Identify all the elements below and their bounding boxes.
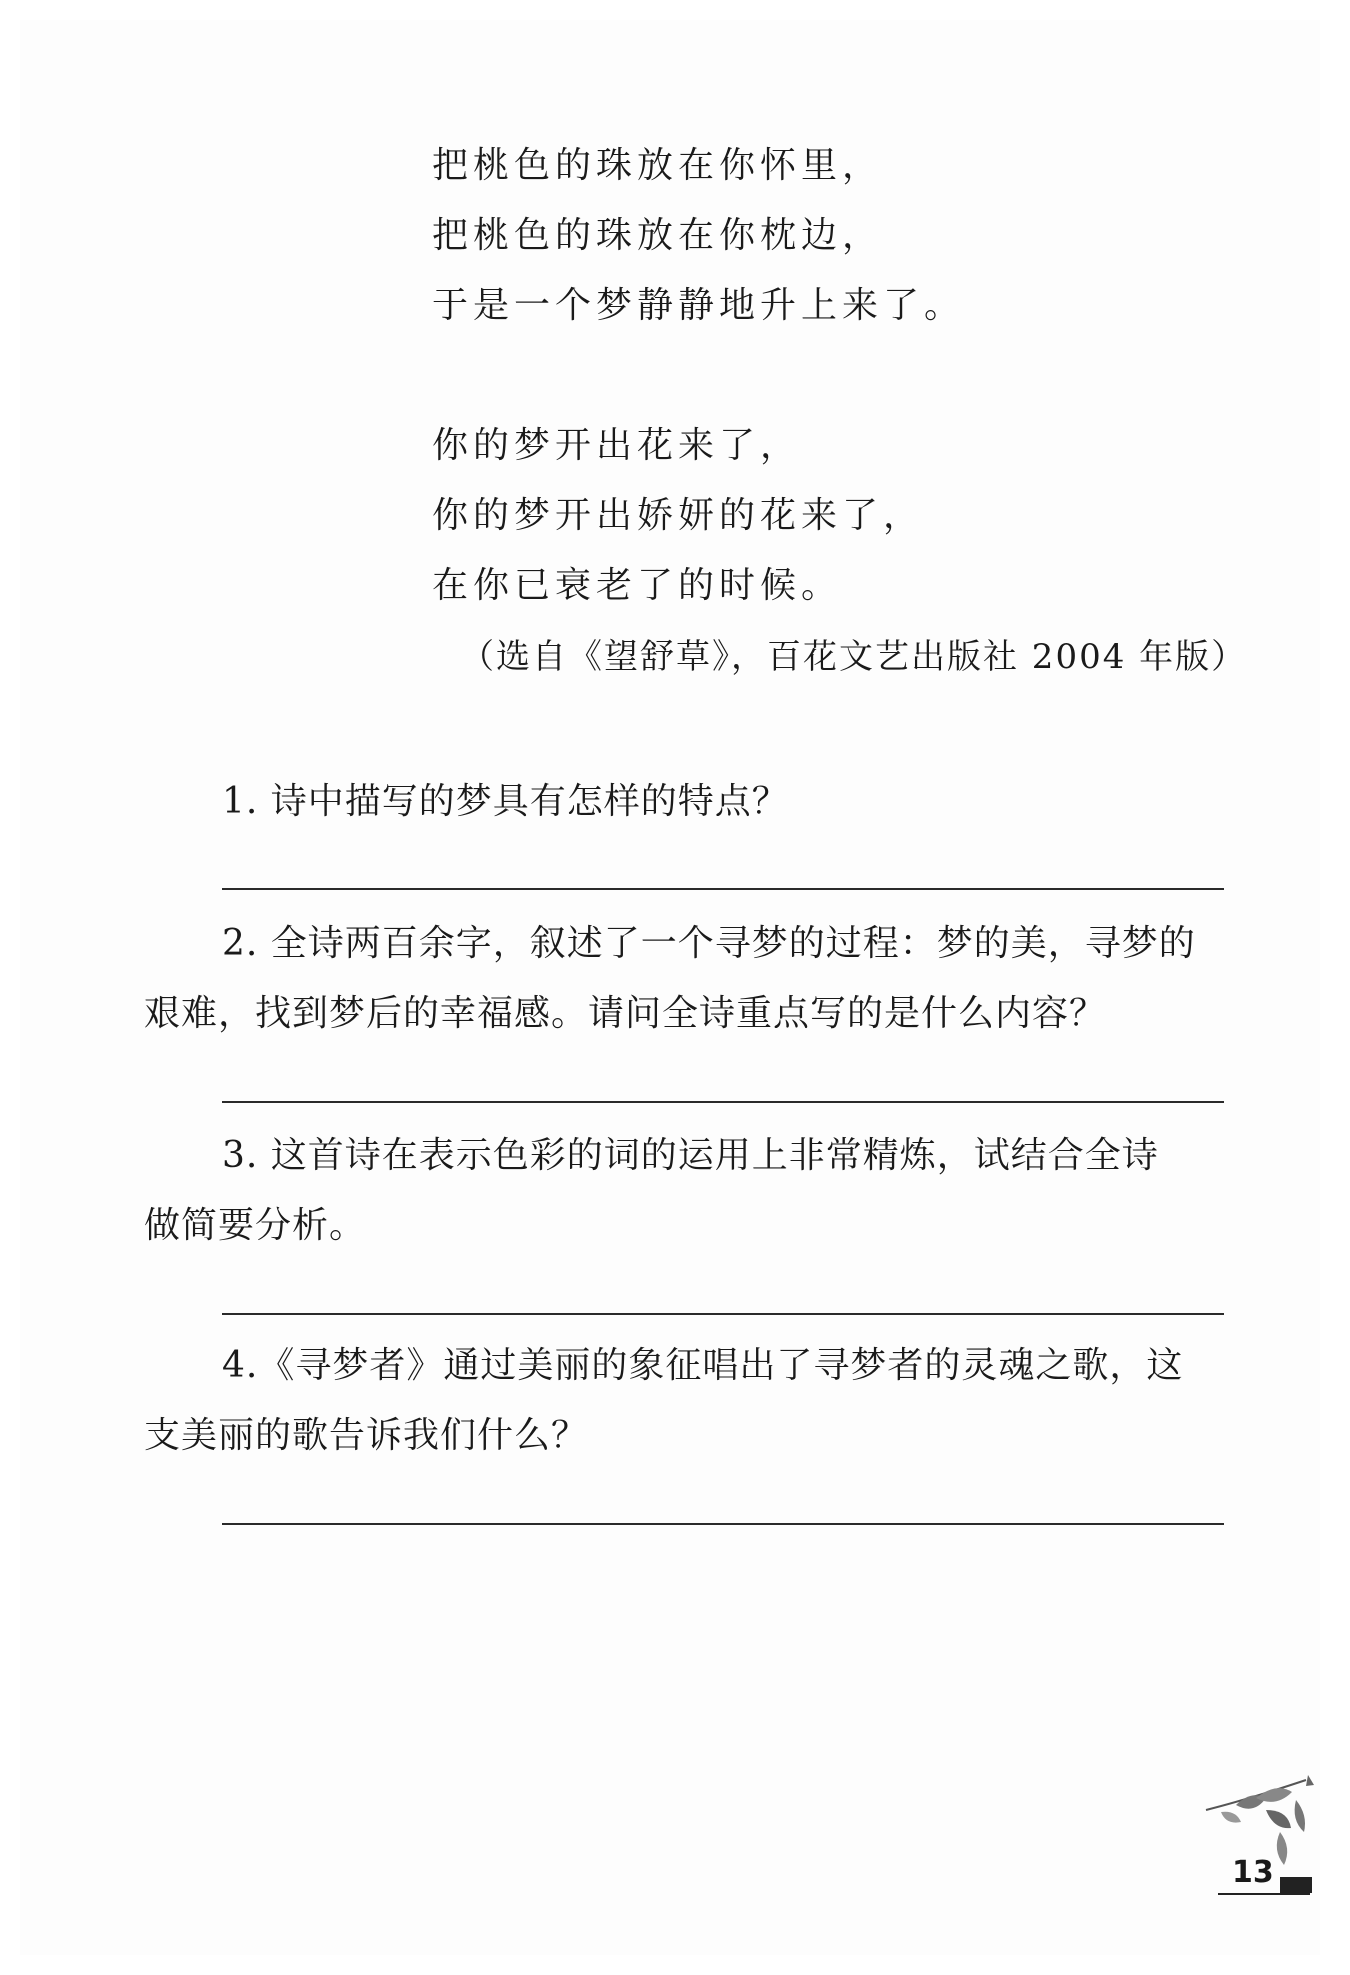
poem-line: 于是一个梦静静地升上来了。 xyxy=(432,285,966,326)
poem-line: 在你已衰老了的时候。 xyxy=(432,565,843,606)
answer-line-4[interactable] xyxy=(222,1523,1224,1525)
question-2-text: 2. 全诗两百余字，叙述了一个寻梦的过程：梦的美，寻梦的 xyxy=(222,923,1196,964)
answer-line-2[interactable] xyxy=(222,1101,1224,1103)
poem-line: 你的梦开出花来了， xyxy=(432,425,802,466)
page-number-rule xyxy=(1218,1893,1310,1895)
page-number-bar xyxy=(1280,1877,1312,1893)
poem-line: 把桃色的珠放在你枕边， xyxy=(432,215,884,256)
answer-line-1[interactable] xyxy=(222,888,1224,890)
poem-source-citation: （选自《望舒草》，百花文艺出版社 2004 年版） xyxy=(460,637,1248,677)
poem-line: 你的梦开出娇妍的花来了， xyxy=(432,495,925,536)
question-2-text-cont: 艰难，找到梦后的幸福感。请问全诗重点写的是什么内容？ xyxy=(144,993,1107,1034)
question-1-text: 1. 诗中描写的梦具有怎样的特点？ xyxy=(222,781,789,822)
poem-line: 把桃色的珠放在你怀里， xyxy=(432,145,884,186)
question-3-text-cont: 做简要分析。 xyxy=(144,1205,367,1246)
answer-line-3[interactable] xyxy=(222,1313,1224,1315)
question-4-text: 4.《寻梦者》通过美丽的象征唱出了寻梦者的灵魂之歌，这 xyxy=(222,1345,1184,1386)
question-4-text-cont: 支美丽的歌告诉我们什么？ xyxy=(144,1415,589,1456)
page-number: 13 xyxy=(1232,1855,1274,1890)
question-3-text: 3. 这首诗在表示色彩的词的运用上非常精炼，试结合全诗 xyxy=(222,1135,1159,1176)
